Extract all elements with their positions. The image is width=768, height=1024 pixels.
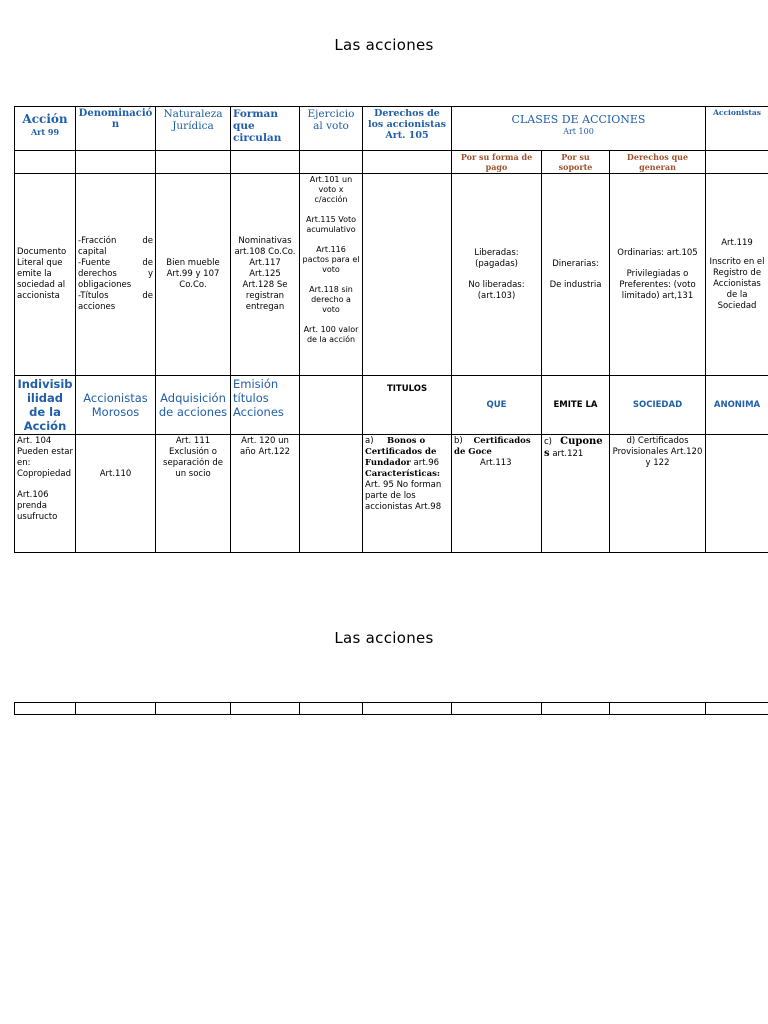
cell-emision-title: Emisión títulos Acciones [231,376,300,435]
header-row [15,107,768,151]
cell-ejercicio: Art.101 un voto x c/acción Art.115 Voto acumulativo Art.116 pactos para el voto Art.118 sin derecho a voto Art. 100 valor de la acción [300,174,363,376]
subheader-row [15,151,768,174]
cell-que: QUE [452,376,542,435]
subheader-soporte: Por su soporte [542,151,610,174]
empty-cell [542,703,610,715]
empty-cell [76,703,156,715]
cell-goce: b) Certificados de Goce Art.113 [452,435,542,553]
empty-cell [706,151,768,174]
subheader-derechos-generan: Derechos que generan [610,151,706,174]
empty-cell [156,151,231,174]
header-forman: Forman que circulan [231,107,300,151]
empty-cell [15,151,76,174]
cell-morosos: Art.110 [76,435,156,553]
empty-cell [363,174,452,376]
table-2-row [15,703,768,715]
empty-cell [15,703,76,715]
acciones-table-2 [14,702,768,715]
empty-cell [231,151,300,174]
cell-naturaleza: Bien mueble Art.99 y 107 Co.Co. [156,174,231,376]
header-naturaleza: Naturaleza Jurídica [156,107,231,151]
cell-bonos: a) Bonos o Certificados de Fundador art.96 Características: Art. 95 No forman parte de los accionistas Art.98 [363,435,452,553]
header-derechos: Derechos de los accionistas Art. 105 [363,107,452,151]
cell-emision: Art. 120 un año Art.122 [231,435,300,553]
header-denominacion: Denominación [76,107,156,151]
page-title-2: Las acciones [334,629,434,647]
empty-cell [300,151,363,174]
details-row [15,435,768,553]
titles-row [15,376,768,435]
empty-cell [76,151,156,174]
cell-titulos: TITULOS [363,376,452,435]
header-accion: Acción Art 99 [15,107,76,151]
cell-adquisicion: Art. 111 Exclusión o separación de un socio [156,435,231,553]
cell-sociedad: SOCIEDAD [610,376,706,435]
cell-emite: EMITE LA [542,376,610,435]
cell-denominacion: -Fracción de capital -Fuente de derechos y obligaciones -Títulos de acciones [76,174,156,376]
cell-morosos-title: Accionistas Morosos [76,376,156,435]
cell-derechos-generan: Ordinarias: art.105 Privilegiadas o Preferentes: (voto limitado) art,131 [610,174,706,376]
cell-cupones: c) Cupones art.121 [542,435,610,553]
empty-cell [363,703,452,715]
subheader-forma-pago: Por su forma de pago [452,151,542,174]
cell-indivisibilidad: Art. 104 Pueden estar en: Copropiedad Art.106 prenda usufructo [15,435,76,553]
cell-adquisicion-title: Adquisición de acciones [156,376,231,435]
empty-cell [300,703,363,715]
empty-cell [706,435,768,553]
empty-cell [452,703,542,715]
page-title: Las acciones [334,36,434,54]
empty-cell [300,376,363,435]
cell-accionistas: Art.119 Inscrito en el Registro de Accionistas de la Sociedad [706,174,768,376]
header-clases: CLASES DE ACCIONES Art 100 [452,107,706,151]
empty-cell [156,703,231,715]
cell-provisionales: d) Certificados Provisionales Art.120 y 122 [610,435,706,553]
empty-cell [610,703,706,715]
cell-soporte: Dinerarias: De industria [542,174,610,376]
empty-cell [300,435,363,553]
header-accionistas: Accionistas [706,107,768,151]
header-ejercicio: Ejercicio al voto [300,107,363,151]
cell-indivisibilidad-title: Indivisibilidad de la Acción [15,376,76,435]
cell-anonima: ANONIMA [706,376,768,435]
empty-cell [363,151,452,174]
cell-forma-pago: Liberadas: (pagadas) No liberadas: (art.103) [452,174,542,376]
empty-cell [706,703,768,715]
empty-cell [231,703,300,715]
content-row [15,174,768,376]
acciones-table [14,106,768,553]
cell-accion: Documento Literal que emite la sociedad al accionista [15,174,76,376]
cell-forman: Nominativas art.108 Co.Co. Art.117 Art.125 Art.128 Se registran entregan [231,174,300,376]
